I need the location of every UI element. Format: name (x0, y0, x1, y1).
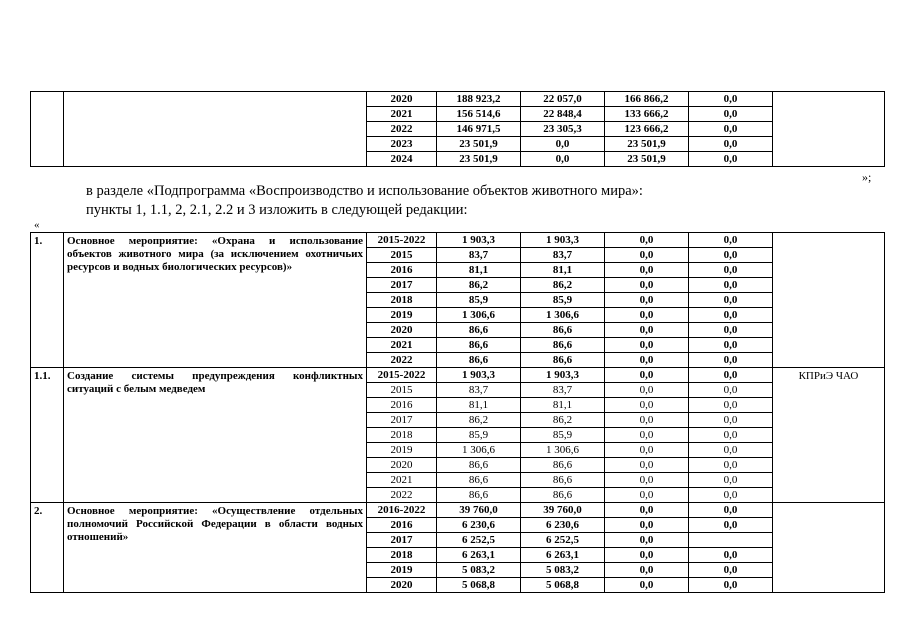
amount-cell: 6 263,1 (521, 548, 605, 563)
amount-cell: 0,0 (689, 263, 773, 278)
amount-cell: 0,0 (605, 353, 689, 368)
amount-cell: 83,7 (437, 383, 521, 398)
year-cell: 2017 (367, 533, 437, 548)
amount-cell: 0,0 (689, 308, 773, 323)
year-cell: 2022 (367, 122, 437, 137)
amount-cell: 0,0 (605, 233, 689, 248)
section-heading-line: в разделе «Подпрограмма «Воспроизводство и использование объектов животного мира»: (86, 183, 643, 199)
amount-cell: 0,0 (689, 353, 773, 368)
amount-cell: 0,0 (605, 428, 689, 443)
amount-cell: 22 848,4 (521, 107, 605, 122)
amount-cell: 86,6 (521, 473, 605, 488)
year-cell: 2016-2022 (367, 503, 437, 518)
amount-cell: 0,0 (689, 152, 773, 167)
amount-cell: 0,0 (689, 413, 773, 428)
amount-cell: 86,6 (437, 473, 521, 488)
year-cell: 2023 (367, 137, 437, 152)
amount-cell: 0,0 (605, 458, 689, 473)
year-cell: 2020 (367, 578, 437, 593)
amount-cell: 0,0 (605, 548, 689, 563)
amount-cell: 86,6 (521, 338, 605, 353)
year-cell: 2018 (367, 293, 437, 308)
year-cell: 2018 (367, 428, 437, 443)
amount-cell: 1 903,3 (521, 233, 605, 248)
amount-cell: 85,9 (521, 428, 605, 443)
budget-table-continuation (30, 91, 885, 167)
amount-cell: 6 252,5 (521, 533, 605, 548)
amount-cell: 86,2 (437, 413, 521, 428)
amount-cell: 1 306,6 (521, 308, 605, 323)
year-cell: 2020 (367, 458, 437, 473)
year-cell: 2015 (367, 383, 437, 398)
amount-cell: 6 230,6 (521, 518, 605, 533)
amount-cell: 1 306,6 (437, 308, 521, 323)
amount-cell: 81,1 (437, 398, 521, 413)
amount-cell: 0,0 (689, 338, 773, 353)
amount-cell: 0,0 (689, 233, 773, 248)
amount-cell: 6 230,6 (437, 518, 521, 533)
year-cell: 2020 (367, 92, 437, 107)
amount-cell: 0,0 (689, 398, 773, 413)
amount-cell: 0,0 (605, 488, 689, 503)
amount-cell: 85,9 (437, 428, 521, 443)
amount-cell: 0,0 (605, 368, 689, 383)
amount-cell: 1 306,6 (521, 443, 605, 458)
amount-cell: 85,9 (437, 293, 521, 308)
year-cell: 2021 (367, 107, 437, 122)
amount-cell: 0,0 (689, 248, 773, 263)
amount-cell: 0,0 (689, 473, 773, 488)
amount-cell: 86,6 (437, 458, 521, 473)
amount-cell: 0,0 (605, 323, 689, 338)
amount-cell: 22 057,0 (521, 92, 605, 107)
amount-cell: 0,0 (689, 503, 773, 518)
amount-cell: 156 514,6 (437, 107, 521, 122)
amount-cell: 86,2 (521, 413, 605, 428)
amount-cell: 0,0 (689, 137, 773, 152)
amount-cell: 23 305,3 (521, 122, 605, 137)
amount-cell: 0,0 (605, 518, 689, 533)
amount-cell: 39 760,0 (521, 503, 605, 518)
amount-cell: 86,6 (437, 488, 521, 503)
year-cell: 2022 (367, 488, 437, 503)
amount-cell: 86,6 (521, 323, 605, 338)
year-cell: 2016 (367, 398, 437, 413)
amount-cell: 5 068,8 (437, 578, 521, 593)
amount-cell: 81,1 (437, 263, 521, 278)
table-row (31, 92, 885, 107)
amount-cell: 6 252,5 (437, 533, 521, 548)
amount-cell: 81,1 (521, 398, 605, 413)
item-number: 1.1. (31, 368, 64, 503)
amount-cell: 1 306,6 (437, 443, 521, 458)
amount-cell: 0,0 (605, 263, 689, 278)
amount-cell: 123 666,2 (605, 122, 689, 137)
amount-cell: 0,0 (521, 152, 605, 167)
amount-cell: 146 971,5 (437, 122, 521, 137)
amount-cell: 0,0 (605, 248, 689, 263)
year-cell: 2019 (367, 308, 437, 323)
amount-cell: 0,0 (605, 308, 689, 323)
number-cell (31, 92, 64, 167)
item-title: Создание системы предупреждения конфликтных ситуаций с белым медведем (64, 368, 367, 503)
amount-cell: 0,0 (689, 383, 773, 398)
amount-cell: 5 068,8 (521, 578, 605, 593)
amount-cell: 83,7 (437, 248, 521, 263)
year-cell: 2015-2022 (367, 368, 437, 383)
table-row (31, 368, 885, 383)
amount-cell: 85,9 (521, 293, 605, 308)
amount-cell: 0,0 (689, 323, 773, 338)
year-cell: 2015-2022 (367, 233, 437, 248)
amount-cell: 86,6 (521, 488, 605, 503)
amount-cell: 0,0 (605, 278, 689, 293)
amount-cell: 5 083,2 (521, 563, 605, 578)
item-number: 1. (31, 233, 64, 368)
amount-cell: 0,0 (689, 278, 773, 293)
year-cell: 2021 (367, 473, 437, 488)
amount-cell: 83,7 (521, 248, 605, 263)
amount-cell: 0,0 (605, 338, 689, 353)
year-cell: 2016 (367, 518, 437, 533)
year-cell: 2019 (367, 443, 437, 458)
subprogram-measures-table (30, 232, 885, 593)
amount-cell: 133 666,2 (605, 107, 689, 122)
executor-cell: КПРиЭ ЧАО (773, 368, 885, 503)
executor-cell (773, 503, 885, 593)
year-cell: 2020 (367, 323, 437, 338)
table-row (31, 503, 885, 518)
executor-cell (773, 92, 885, 167)
amount-cell: 86,6 (521, 353, 605, 368)
amount-cell: 0,0 (689, 293, 773, 308)
year-cell: 2018 (367, 548, 437, 563)
amount-cell: 0,0 (521, 137, 605, 152)
amount-cell: 0,0 (689, 488, 773, 503)
amount-cell: 188 923,2 (437, 92, 521, 107)
amount-cell: 166 866,2 (605, 92, 689, 107)
amount-cell: 86,6 (521, 458, 605, 473)
amount-cell: 86,6 (437, 323, 521, 338)
amount-cell: 0,0 (605, 293, 689, 308)
amount-cell: 5 083,2 (437, 563, 521, 578)
amount-cell: 0,0 (605, 473, 689, 488)
amount-cell: 0,0 (689, 107, 773, 122)
amount-cell: 0,0 (689, 122, 773, 137)
amount-cell: 0,0 (605, 443, 689, 458)
amount-cell: 0,0 (689, 518, 773, 533)
instruction-line: пункты 1, 1.1, 2, 2.1, 2.2 и 3 изложить в следующей редакции: (86, 202, 468, 218)
table-row (31, 233, 885, 248)
amount-cell: 81,1 (521, 263, 605, 278)
amount-cell: 23 501,9 (437, 137, 521, 152)
amount-cell: 0,0 (605, 503, 689, 518)
opening-quote-mark: « (34, 219, 40, 231)
year-cell: 2016 (367, 263, 437, 278)
executor-cell (773, 233, 885, 368)
year-cell: 2017 (367, 278, 437, 293)
amount-cell: 0,0 (605, 383, 689, 398)
year-cell: 2019 (367, 563, 437, 578)
amount-cell: 0,0 (689, 428, 773, 443)
amount-cell: 0,0 (689, 548, 773, 563)
amount-cell: 23 501,9 (437, 152, 521, 167)
amount-cell: 0,0 (605, 398, 689, 413)
amount-cell: 0,0 (689, 563, 773, 578)
amount-cell: 1 903,3 (437, 368, 521, 383)
year-cell: 2017 (367, 413, 437, 428)
amount-cell: 86,6 (437, 338, 521, 353)
amount-cell: 1 903,3 (437, 233, 521, 248)
amount-cell: 6 263,1 (437, 548, 521, 563)
year-cell: 2022 (367, 353, 437, 368)
amount-cell: 23 501,9 (605, 152, 689, 167)
amount-cell: 86,6 (437, 353, 521, 368)
amount-cell: 86,2 (437, 278, 521, 293)
year-cell: 2015 (367, 248, 437, 263)
amount-cell: 0,0 (689, 92, 773, 107)
title-cell (64, 92, 367, 167)
amount-cell: 23 501,9 (605, 137, 689, 152)
amount-cell: 0,0 (605, 413, 689, 428)
amount-cell: 0,0 (689, 458, 773, 473)
amount-cell: 0,0 (605, 563, 689, 578)
year-cell: 2021 (367, 338, 437, 353)
item-number: 2. (31, 503, 64, 593)
amount-cell: 0,0 (689, 443, 773, 458)
amount-cell: 0,0 (605, 533, 689, 548)
amount-cell: 0,0 (689, 578, 773, 593)
item-title: Основное мероприятие: «Охрана и использование объектов животного мира (за исключением охотничьих ресурсов и водных биологических ресурсов)» (64, 233, 367, 368)
amount-cell: 0,0 (605, 578, 689, 593)
amount-cell: 86,2 (521, 278, 605, 293)
item-title: Основное мероприятие: «Осуществление отдельных полномочий Российской Федерации в области водных отношений» (64, 503, 367, 593)
amount-cell: 1 903,3 (521, 368, 605, 383)
amount-cell (689, 533, 773, 548)
year-cell: 2024 (367, 152, 437, 167)
amount-cell: 0,0 (689, 368, 773, 383)
amount-cell: 39 760,0 (437, 503, 521, 518)
amount-cell: 83,7 (521, 383, 605, 398)
closing-quote-mark: »; (862, 170, 872, 184)
